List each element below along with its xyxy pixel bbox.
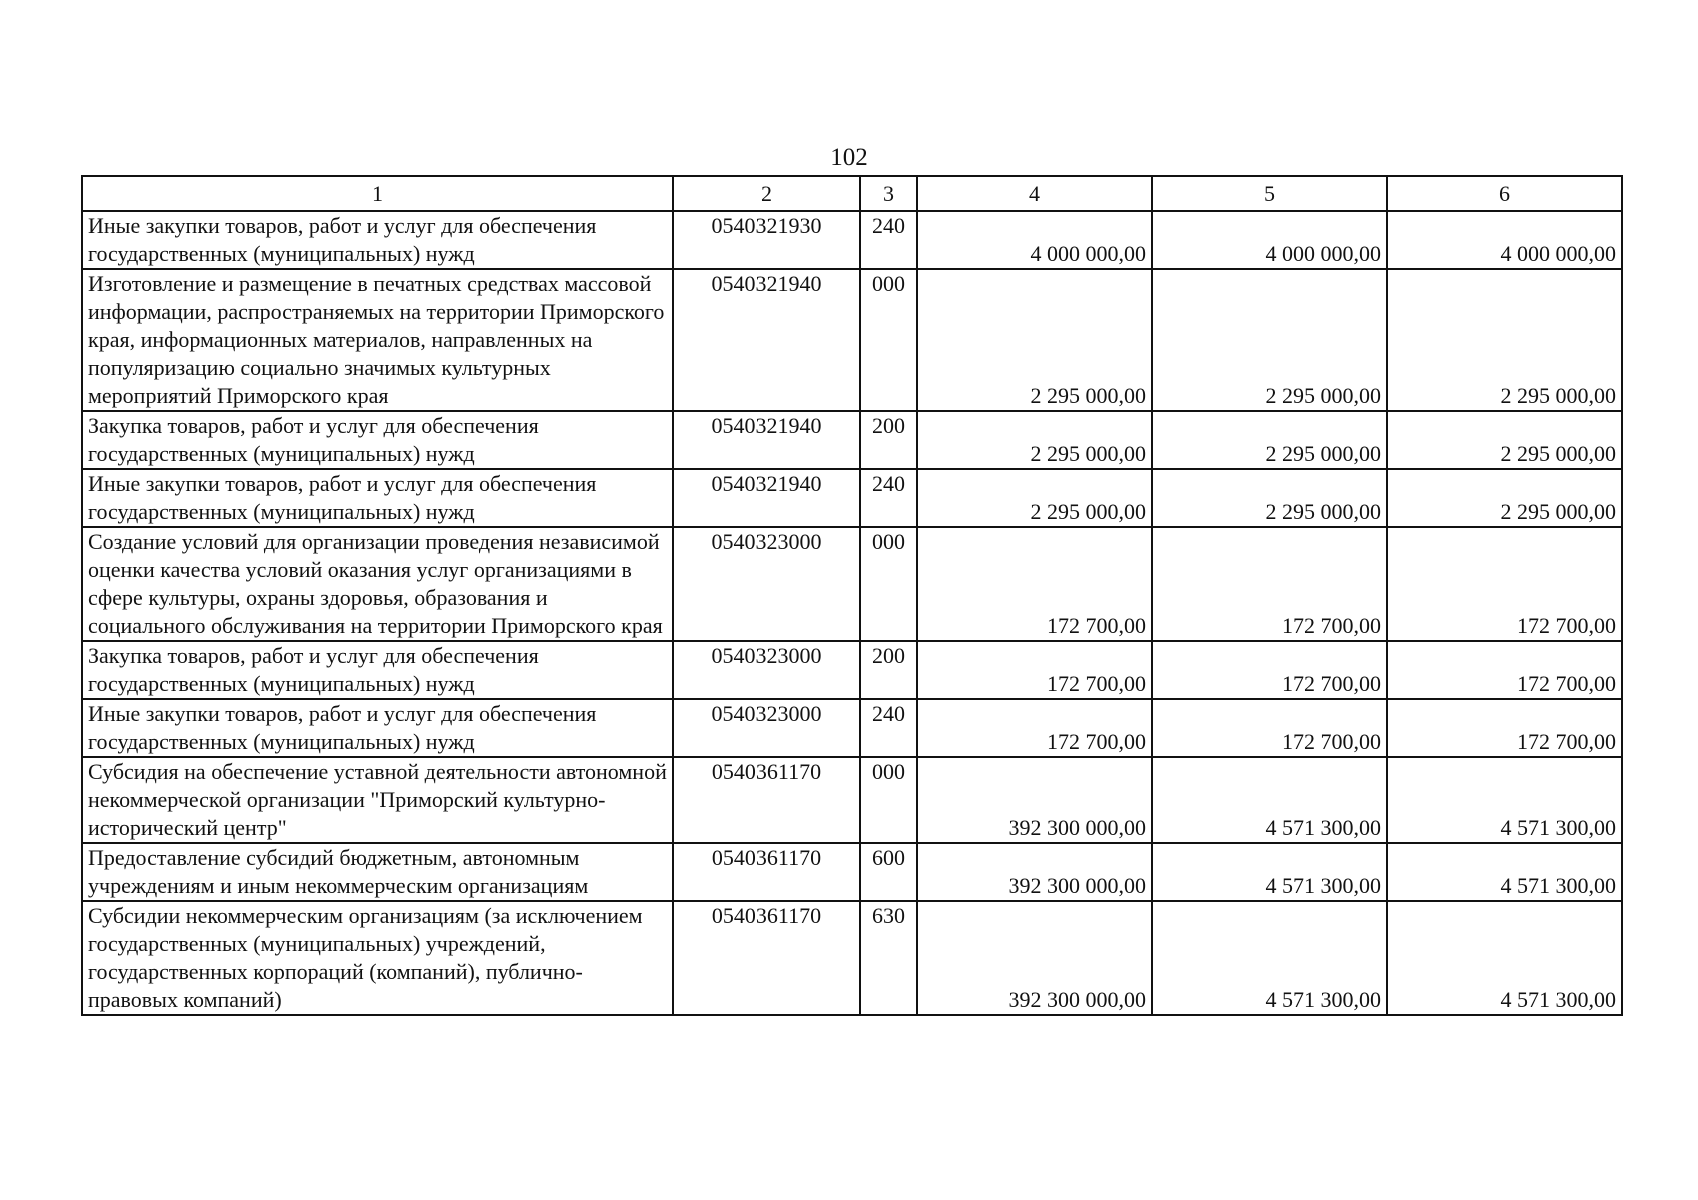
target-article-code-cell: 0540321940: [673, 269, 860, 411]
target-article-code-cell: 0540321930: [673, 211, 860, 269]
amount-col5-cell: 172 700,00: [1152, 641, 1387, 699]
amount-col5-cell: 4 571 300,00: [1152, 843, 1387, 901]
table-row: [82, 527, 1622, 641]
expense-type-cell: 600: [860, 843, 917, 901]
amount-col4-cell: 2 295 000,00: [917, 411, 1152, 469]
amount-col6-cell: 172 700,00: [1387, 641, 1622, 699]
target-article-code-cell: 0540361170: [673, 757, 860, 843]
row-name-cell: Иные закупки товаров, работ и услуг для обеспечения государственных (муниципальных) нужд: [82, 469, 673, 527]
target-article-code-cell: 0540323000: [673, 527, 860, 641]
amount-col5-cell: 4 000 000,00: [1152, 211, 1387, 269]
column-header-3: 3: [860, 176, 917, 211]
page-number: 102: [830, 144, 868, 171]
row-name-cell: Иные закупки товаров, работ и услуг для обеспечения государственных (муниципальных) нужд: [82, 211, 673, 269]
row-name-cell: Иные закупки товаров, работ и услуг для обеспечения государственных (муниципальных) нужд: [82, 699, 673, 757]
table-row: [82, 641, 1622, 699]
amount-col6-cell: 2 295 000,00: [1387, 411, 1622, 469]
budget-table: [81, 175, 1623, 1016]
amount-col4-cell: 172 700,00: [917, 699, 1152, 757]
amount-col6-cell: 4 571 300,00: [1387, 901, 1622, 1015]
target-article-code-cell: 0540361170: [673, 843, 860, 901]
amount-col5-cell: 4 571 300,00: [1152, 757, 1387, 843]
table-row: [82, 469, 1622, 527]
column-header-6: 6: [1387, 176, 1622, 211]
expense-type-cell: 000: [860, 269, 917, 411]
column-header-2: 2: [673, 176, 860, 211]
column-header-5: 5: [1152, 176, 1387, 211]
target-article-code-cell: 0540323000: [673, 641, 860, 699]
amount-col6-cell: 4 000 000,00: [1387, 211, 1622, 269]
row-name-cell: Закупка товаров, работ и услуг для обеспечения государственных (муниципальных) нужд: [82, 641, 673, 699]
target-article-code-cell: 0540321940: [673, 469, 860, 527]
expense-type-cell: 000: [860, 757, 917, 843]
row-name-cell: Изготовление и размещение в печатных средствах массовой информации, распространяемых на территории Приморского края, информационных материалов, направленных на популяризацию социально значимых культурных мероприятий Приморского края: [82, 269, 673, 411]
row-name-cell: Субсидия на обеспечение уставной деятельности автономной некоммерческой организации "Приморский культурно-исторический центр": [82, 757, 673, 843]
row-name-cell: Создание условий для организации проведения независимой оценки качества условий оказания услуг организациями в сфере культуры, охраны здоровья, образования и социального обслуживания на территории Приморского края: [82, 527, 673, 641]
amount-col4-cell: 4 000 000,00: [917, 211, 1152, 269]
amount-col6-cell: 2 295 000,00: [1387, 269, 1622, 411]
amount-col4-cell: 392 300 000,00: [917, 757, 1152, 843]
expense-type-cell: 240: [860, 211, 917, 269]
row-name-cell: Субсидии некоммерческим организациям (за исключением государственных (муниципальных) учреждений, государственных корпораций (компаний), публично-правовых компаний): [82, 901, 673, 1015]
amount-col6-cell: 4 571 300,00: [1387, 843, 1622, 901]
table-row: [82, 757, 1622, 843]
table-row: [82, 699, 1622, 757]
target-article-code-cell: 0540323000: [673, 699, 860, 757]
column-header-1: 1: [82, 176, 673, 211]
expense-type-cell: 240: [860, 469, 917, 527]
column-header-4: 4: [917, 176, 1152, 211]
table-row: [82, 901, 1622, 1015]
amount-col5-cell: 172 700,00: [1152, 699, 1387, 757]
amount-col6-cell: 172 700,00: [1387, 527, 1622, 641]
target-article-code-cell: 0540321940: [673, 411, 860, 469]
amount-col5-cell: 2 295 000,00: [1152, 469, 1387, 527]
table-row: [82, 269, 1622, 411]
amount-col6-cell: 172 700,00: [1387, 699, 1622, 757]
amount-col5-cell: 2 295 000,00: [1152, 269, 1387, 411]
expense-type-cell: 200: [860, 641, 917, 699]
row-name-cell: Предоставление субсидий бюджетным, автономным учреждениям и иным некоммерческим организациям: [82, 843, 673, 901]
header-row: [82, 176, 1622, 211]
expense-type-cell: 200: [860, 411, 917, 469]
amount-col4-cell: 392 300 000,00: [917, 843, 1152, 901]
expense-type-cell: 000: [860, 527, 917, 641]
table-row: [82, 843, 1622, 901]
amount-col4-cell: 172 700,00: [917, 527, 1152, 641]
amount-col5-cell: 2 295 000,00: [1152, 411, 1387, 469]
expense-type-cell: 240: [860, 699, 917, 757]
amount-col4-cell: 392 300 000,00: [917, 901, 1152, 1015]
amount-col4-cell: 2 295 000,00: [917, 269, 1152, 411]
amount-col4-cell: 172 700,00: [917, 641, 1152, 699]
row-name-cell: Закупка товаров, работ и услуг для обеспечения государственных (муниципальных) нужд: [82, 411, 673, 469]
target-article-code-cell: 0540361170: [673, 901, 860, 1015]
amount-col5-cell: 4 571 300,00: [1152, 901, 1387, 1015]
table-row: [82, 211, 1622, 269]
amount-col4-cell: 2 295 000,00: [917, 469, 1152, 527]
amount-col6-cell: 2 295 000,00: [1387, 469, 1622, 527]
amount-col6-cell: 4 571 300,00: [1387, 757, 1622, 843]
table-row: [82, 411, 1622, 469]
amount-col5-cell: 172 700,00: [1152, 527, 1387, 641]
expense-type-cell: 630: [860, 901, 917, 1015]
